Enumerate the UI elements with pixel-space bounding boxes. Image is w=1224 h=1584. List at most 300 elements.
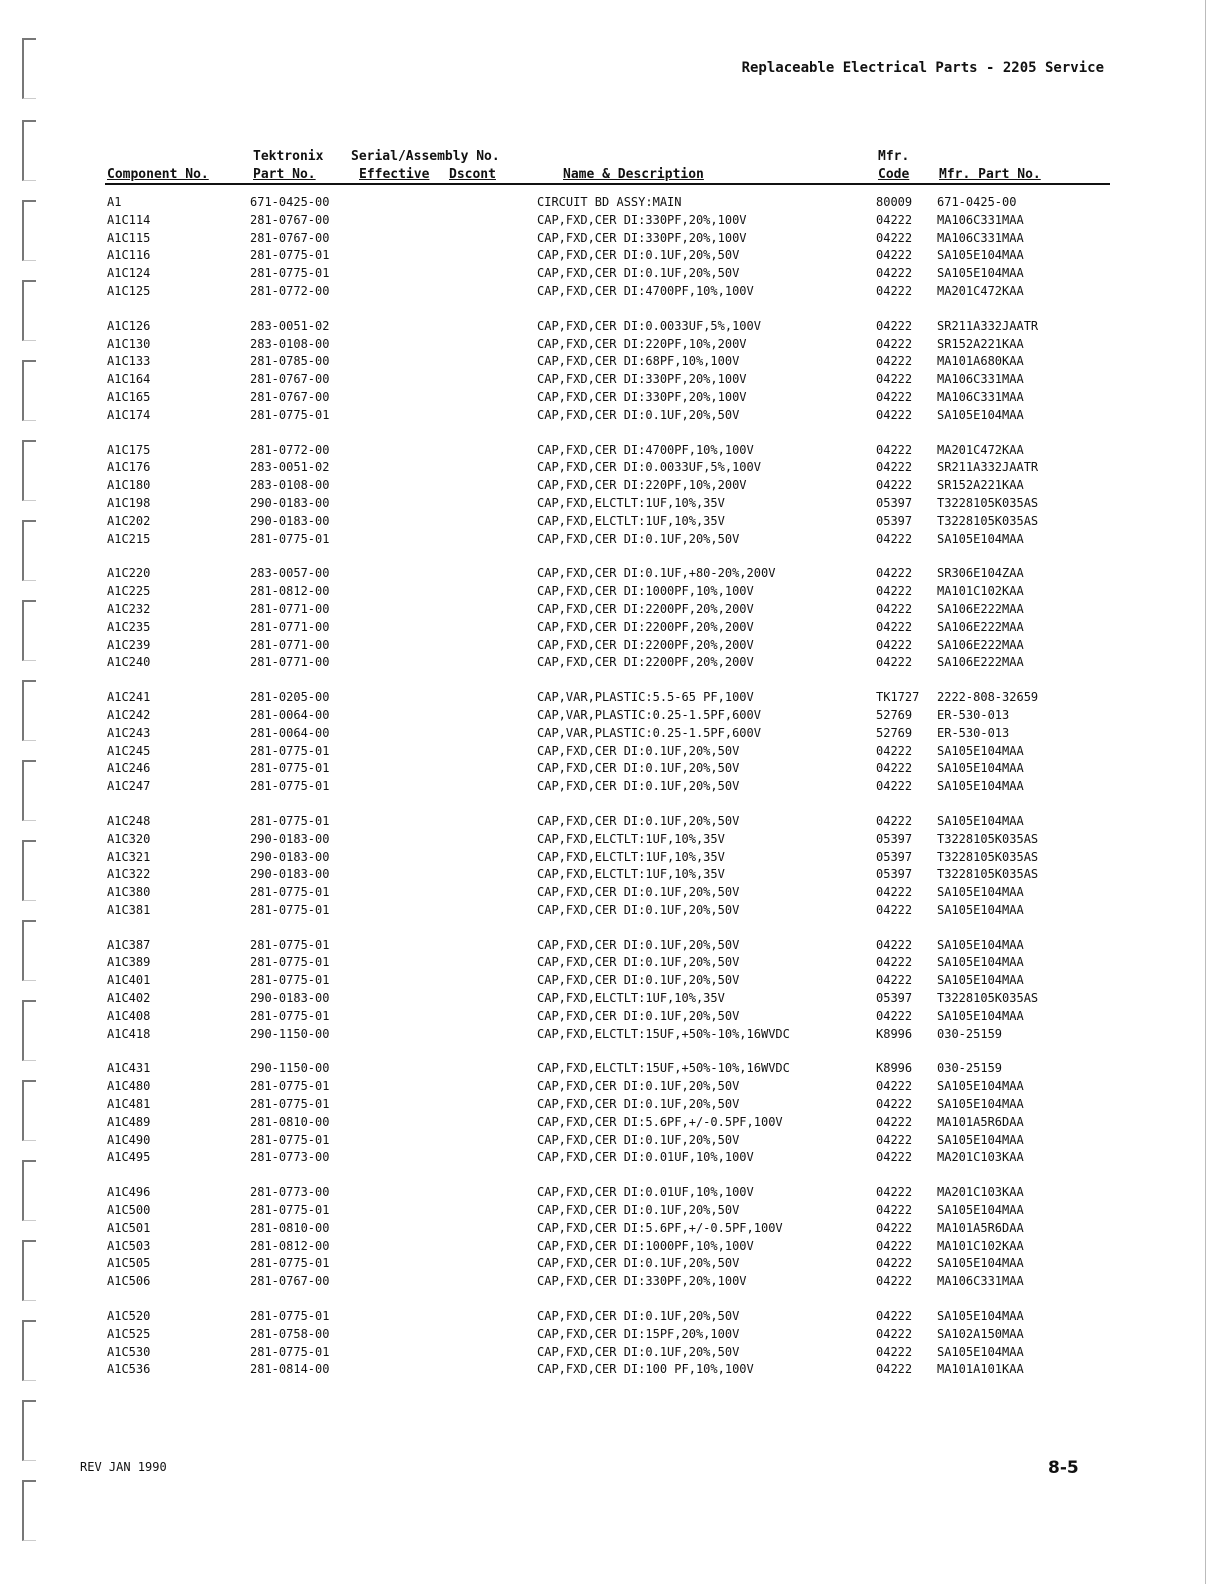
mfr-code: 04222 (876, 1274, 913, 1289)
part-no: 290-0183-00 (250, 991, 330, 1006)
mfr-part-no: SA105E104MAA (937, 1132, 1024, 1147)
mfr-part-no: MA106C331MAA (937, 389, 1024, 404)
mfr-part-no: MA201C103KAA (937, 1150, 1024, 1165)
part-no: 281-0064-00 (250, 725, 330, 740)
mfr-code: 05397 (876, 513, 913, 528)
table-row (0, 866, 1224, 884)
mfr-code: 04222 (876, 389, 913, 404)
mfr-code: 80009 (876, 195, 913, 209)
part-no: 290-0183-00 (250, 831, 330, 846)
mfr-part-no: MA101A101KAA (937, 1362, 1024, 1377)
table-row (0, 1184, 1224, 1202)
part-no: 671-0425-00 (250, 195, 330, 209)
page-number: 8-5 (1048, 1458, 1079, 1478)
table-row (0, 601, 1224, 619)
part-no: 281-0775-01 (250, 1344, 330, 1359)
part-no: 283-0051-02 (250, 460, 330, 475)
mfr-part-no: SA105E104MAA (937, 761, 1024, 776)
part-no: 281-0810-00 (250, 1220, 330, 1235)
component-no: A1C165 (107, 389, 151, 404)
mfr-part-no: SA106E222MAA (937, 655, 1024, 670)
mfr-part-no: SA105E104MAA (937, 1256, 1024, 1271)
mfr-code: 04222 (876, 336, 913, 351)
part-no: 281-0772-00 (250, 283, 330, 298)
mfr-code: 04222 (876, 779, 913, 794)
mfr-part-no: SA105E104MAA (937, 1203, 1024, 1218)
mfr-part-no: 2222-808-32659 (937, 690, 1039, 705)
header-mfr-part-no: Mfr. Part No. (939, 167, 1041, 182)
name-description: CAP,FXD,CER DI:15PF,20%,100V (537, 1326, 740, 1341)
part-no: 283-0108-00 (250, 478, 330, 493)
table-row (0, 318, 1224, 336)
mfr-code: 04222 (876, 937, 913, 952)
name-description: CAP,FXD,CER DI:4700PF,10%,100V (537, 442, 754, 457)
component-no: A1C243 (107, 725, 151, 740)
part-no: 281-0775-01 (250, 761, 330, 776)
mfr-code: 04222 (876, 955, 913, 970)
mfr-part-no: SA105E104MAA (937, 779, 1024, 794)
mfr-part-no: SA105E104MAA (937, 1079, 1024, 1094)
mfr-code: 04222 (876, 407, 913, 422)
mfr-code: 05397 (876, 495, 913, 510)
header-component-no: Component No. (107, 167, 209, 182)
component-no: A1 (107, 195, 122, 209)
name-description: CAP,FXD,ELCTLT:1UF,10%,35V (537, 831, 725, 846)
parts-group (0, 1308, 1224, 1379)
component-no: A1C389 (107, 955, 151, 970)
name-description: CAP,FXD,CER DI:0.1UF,20%,50V (537, 1203, 740, 1218)
component-no: A1C235 (107, 619, 151, 634)
table-row (0, 212, 1224, 230)
component-no: A1C164 (107, 372, 151, 387)
table-row (0, 1132, 1224, 1150)
mfr-code: 04222 (876, 1008, 913, 1023)
margin-mark (22, 38, 36, 99)
mfr-code: 05397 (876, 991, 913, 1006)
name-description: CAP,FXD,CER DI:1000PF,10%,100V (537, 584, 754, 599)
name-description: CAP,FXD,CER DI:68PF,10%,100V (537, 354, 740, 369)
table-row (0, 247, 1224, 265)
mfr-part-no: SA105E104MAA (937, 407, 1024, 422)
parts-group (0, 937, 1224, 1044)
mfr-part-no: SA105E104MAA (937, 266, 1024, 281)
mfr-code: 52769 (876, 725, 913, 740)
part-no: 281-0775-01 (250, 407, 330, 422)
mfr-part-no: SA105E104MAA (937, 743, 1024, 758)
name-description: CAP,FXD,CER DI:0.1UF,20%,50V (537, 973, 740, 988)
part-no: 281-0771-00 (250, 601, 330, 616)
mfr-code: 04222 (876, 1309, 913, 1324)
name-description: CAP,FXD,ELCTLT:15UF,+50%-10%,16WVDC (537, 1061, 790, 1076)
name-description: CAP,FXD,CER DI:0.1UF,20%,50V (537, 902, 740, 917)
mfr-code: 04222 (876, 637, 913, 652)
mfr-part-no: SA102A150MAA (937, 1326, 1024, 1341)
part-no: 281-0812-00 (250, 584, 330, 599)
component-no: A1C530 (107, 1344, 151, 1359)
part-no: 281-0767-00 (250, 230, 330, 245)
mfr-code: 04222 (876, 1150, 913, 1165)
name-description: CAP,FXD,CER DI:0.1UF,20%,50V (537, 248, 740, 263)
table-row (0, 565, 1224, 583)
component-no: A1C225 (107, 584, 151, 599)
part-no: 281-0775-01 (250, 248, 330, 263)
table-row (0, 619, 1224, 637)
part-no: 281-0771-00 (250, 637, 330, 652)
mfr-code: 05397 (876, 867, 913, 882)
part-no: 290-0183-00 (250, 495, 330, 510)
mfr-part-no: MA106C331MAA (937, 212, 1024, 227)
name-description: CAP,FXD,CER DI:0.1UF,20%,50V (537, 779, 740, 794)
table-row (0, 1078, 1224, 1096)
part-no: 281-0775-01 (250, 937, 330, 952)
page-header-title: Replaceable Electrical Parts - 2205 Service (741, 60, 1104, 76)
name-description: CAP,FXD,CER DI:0.0033UF,5%,100V (537, 318, 761, 333)
name-description: CAP,FXD,CER DI:0.1UF,+80-20%,200V (537, 566, 776, 581)
name-description: CAP,FXD,CER DI:0.1UF,20%,50V (537, 1008, 740, 1023)
part-no: 281-0775-01 (250, 955, 330, 970)
component-no: A1C198 (107, 495, 151, 510)
component-no: A1C180 (107, 478, 151, 493)
name-description: CAP,VAR,PLASTIC:0.25-1.5PF,600V (537, 725, 761, 740)
name-description: CAP,FXD,ELCTLT:1UF,10%,35V (537, 991, 725, 1006)
mfr-code: TK1727 (876, 690, 920, 705)
mfr-part-no: SA106E222MAA (937, 601, 1024, 616)
mfr-code: 04222 (876, 743, 913, 758)
component-no: A1C506 (107, 1274, 151, 1289)
mfr-code: 04222 (876, 902, 913, 917)
mfr-part-no: SA105E104MAA (937, 813, 1024, 828)
part-no: 281-0772-00 (250, 442, 330, 457)
mfr-code: 04222 (876, 1132, 913, 1147)
mfr-part-no: SA105E104MAA (937, 937, 1024, 952)
part-no: 281-0775-01 (250, 973, 330, 988)
header-part-no: Part No. (253, 167, 316, 182)
table-row (0, 1060, 1224, 1078)
mfr-part-no: SA105E104MAA (937, 902, 1024, 917)
component-no: A1C381 (107, 902, 151, 917)
mfr-part-no: SA105E104MAA (937, 531, 1024, 546)
name-description: CAP,FXD,CER DI:0.1UF,20%,50V (537, 531, 740, 546)
mfr-code: 04222 (876, 1114, 913, 1129)
component-no: A1C114 (107, 212, 151, 227)
table-row (0, 1114, 1224, 1132)
table-row (0, 194, 1224, 212)
mfr-part-no: MA106C331MAA (937, 1274, 1024, 1289)
name-description: CAP,FXD,CER DI:0.1UF,20%,50V (537, 813, 740, 828)
mfr-code: 04222 (876, 1344, 913, 1359)
table-row (0, 743, 1224, 761)
part-no: 281-0758-00 (250, 1326, 330, 1341)
name-description: CAP,FXD,CER DI:0.1UF,20%,50V (537, 937, 740, 952)
component-no: A1C480 (107, 1079, 151, 1094)
table-row (0, 1096, 1224, 1114)
name-description: CAP,FXD,CER DI:0.1UF,20%,50V (537, 761, 740, 776)
mfr-code: 04222 (876, 1238, 913, 1253)
component-no: A1C500 (107, 1203, 151, 1218)
table-row (0, 725, 1224, 743)
name-description: CAP,FXD,CER DI:220PF,10%,200V (537, 336, 747, 351)
mfr-part-no: MA201C103KAA (937, 1185, 1024, 1200)
component-no: A1C402 (107, 991, 151, 1006)
margin-mark (22, 1480, 36, 1541)
component-no: A1C175 (107, 442, 151, 457)
component-no: A1C380 (107, 885, 151, 900)
mfr-code: 04222 (876, 1079, 913, 1094)
part-no: 281-0773-00 (250, 1150, 330, 1165)
component-no: A1C321 (107, 849, 151, 864)
table-row (0, 637, 1224, 655)
mfr-part-no: MA201C472KAA (937, 283, 1024, 298)
parts-group (0, 813, 1224, 920)
component-no: A1C481 (107, 1097, 151, 1112)
name-description: CAP,FXD,CER DI:330PF,20%,100V (537, 1274, 747, 1289)
component-no: A1C431 (107, 1061, 151, 1076)
table-row (0, 972, 1224, 990)
part-no: 281-0775-01 (250, 1203, 330, 1218)
table-row (0, 689, 1224, 707)
parts-group (0, 318, 1224, 425)
part-no: 281-0775-01 (250, 1132, 330, 1147)
parts-group (0, 1184, 1224, 1291)
part-no: 290-1150-00 (250, 1026, 330, 1041)
component-no: A1C501 (107, 1220, 151, 1235)
table-row (0, 283, 1224, 301)
name-description: CAP,FXD,ELCTLT:1UF,10%,35V (537, 495, 725, 510)
component-no: A1C489 (107, 1114, 151, 1129)
mfr-code: 04222 (876, 655, 913, 670)
table-row (0, 1220, 1224, 1238)
name-description: CAP,FXD,CER DI:330PF,20%,100V (537, 230, 747, 245)
mfr-part-no: T3228105K035AS (937, 991, 1039, 1006)
name-description: CAP,FXD,CER DI:2200PF,20%,200V (537, 655, 754, 670)
part-no: 281-0810-00 (250, 1114, 330, 1129)
mfr-part-no: MA106C331MAA (937, 230, 1024, 245)
table-row (0, 1344, 1224, 1362)
component-no: A1C239 (107, 637, 151, 652)
mfr-part-no: T3228105K035AS (937, 513, 1039, 528)
margin-mark (22, 1400, 36, 1461)
name-description: CAP,FXD,CER DI:330PF,20%,100V (537, 212, 747, 227)
mfr-code: 04222 (876, 460, 913, 475)
mfr-part-no: SR152A221KAA (937, 478, 1024, 493)
table-row (0, 778, 1224, 796)
header-effective: Effective (359, 167, 430, 182)
part-no: 281-0775-01 (250, 1309, 330, 1324)
table-row (0, 230, 1224, 248)
component-no: A1C246 (107, 761, 151, 776)
table-row (0, 513, 1224, 531)
table-row (0, 954, 1224, 972)
mfr-code: 04222 (876, 531, 913, 546)
table-row (0, 902, 1224, 920)
name-description: CAP,FXD,CER DI:0.1UF,20%,50V (537, 1309, 740, 1324)
component-no: A1C116 (107, 248, 151, 263)
component-no: A1C322 (107, 867, 151, 882)
part-no: 281-0814-00 (250, 1362, 330, 1377)
mfr-code: 04222 (876, 1326, 913, 1341)
mfr-code: 05397 (876, 831, 913, 846)
name-description: CAP,VAR,PLASTIC:0.25-1.5PF,600V (537, 707, 761, 722)
mfr-part-no: T3228105K035AS (937, 867, 1039, 882)
mfr-code: 04222 (876, 619, 913, 634)
mfr-part-no: SR211A332JAATR (937, 460, 1039, 475)
table-row (0, 371, 1224, 389)
mfr-part-no: SA106E222MAA (937, 619, 1024, 634)
mfr-code: 04222 (876, 442, 913, 457)
mfr-code: 04222 (876, 230, 913, 245)
name-description: CAP,FXD,CER DI:2200PF,20%,200V (537, 637, 754, 652)
mfr-part-no: ER-530-013 (937, 707, 1010, 722)
component-no: A1C401 (107, 973, 151, 988)
component-no: A1C220 (107, 566, 151, 581)
name-description: CAP,FXD,CER DI:4700PF,10%,100V (537, 283, 754, 298)
mfr-part-no: SR211A332JAATR (937, 318, 1039, 333)
part-no: 283-0057-00 (250, 566, 330, 581)
mfr-part-no: T3228105K035AS (937, 495, 1039, 510)
part-no: 281-0812-00 (250, 1238, 330, 1253)
component-no: A1C496 (107, 1185, 151, 1200)
component-no: A1C241 (107, 690, 151, 705)
name-description: CAP,FXD,CER DI:220PF,10%,200V (537, 478, 747, 493)
component-no: A1C133 (107, 354, 151, 369)
part-no: 281-0771-00 (250, 655, 330, 670)
part-no: 290-0183-00 (250, 513, 330, 528)
component-no: A1C124 (107, 266, 151, 281)
name-description: CAP,FXD,CER DI:100 PF,10%,100V (537, 1362, 754, 1377)
mfr-code: 04222 (876, 478, 913, 493)
header-tektronix: Tektronix (253, 149, 324, 164)
mfr-part-no: MA101A680KAA (937, 354, 1024, 369)
component-no: A1C495 (107, 1150, 151, 1165)
name-description: CAP,FXD,CER DI:5.6PF,+/-0.5PF,100V (537, 1114, 783, 1129)
name-description: CAP,FXD,CER DI:330PF,20%,100V (537, 389, 747, 404)
table-row (0, 531, 1224, 549)
mfr-code: K8996 (876, 1061, 913, 1076)
table-row (0, 1202, 1224, 1220)
table-row (0, 265, 1224, 283)
part-no: 281-0767-00 (250, 1274, 330, 1289)
table-row (0, 583, 1224, 601)
mfr-code: 04222 (876, 761, 913, 776)
component-no: A1C215 (107, 531, 151, 546)
mfr-part-no: SA106E222MAA (937, 637, 1024, 652)
table-row (0, 477, 1224, 495)
name-description: CAP,FXD,CER DI:0.1UF,20%,50V (537, 1079, 740, 1094)
table-row (0, 459, 1224, 477)
mfr-code: K8996 (876, 1026, 913, 1041)
name-description: CAP,FXD,CER DI:0.1UF,20%,50V (537, 266, 740, 281)
mfr-code: 05397 (876, 849, 913, 864)
mfr-part-no: SA105E104MAA (937, 1008, 1024, 1023)
mfr-code: 04222 (876, 283, 913, 298)
parts-group (0, 565, 1224, 672)
component-no: A1C490 (107, 1132, 151, 1147)
name-description: CAP,FXD,ELCTLT:1UF,10%,35V (537, 849, 725, 864)
mfr-code: 04222 (876, 1220, 913, 1235)
name-description: CAP,FXD,CER DI:330PF,20%,100V (537, 372, 747, 387)
component-no: A1C408 (107, 1008, 151, 1023)
name-description: CAP,FXD,ELCTLT:1UF,10%,35V (537, 867, 725, 882)
parts-table (0, 194, 1224, 1396)
part-no: 281-0775-01 (250, 266, 330, 281)
part-no: 281-0775-01 (250, 902, 330, 917)
name-description: CAP,FXD,CER DI:0.01UF,10%,100V (537, 1150, 754, 1165)
mfr-part-no: MA101A5R6DAA (937, 1220, 1024, 1235)
name-description: CAP,FXD,CER DI:1000PF,10%,100V (537, 1238, 754, 1253)
mfr-code: 04222 (876, 266, 913, 281)
component-no: A1C320 (107, 831, 151, 846)
component-no: A1C247 (107, 779, 151, 794)
component-no: A1C248 (107, 813, 151, 828)
mfr-code: 04222 (876, 1097, 913, 1112)
header-code: Code (878, 167, 910, 182)
table-row (0, 1308, 1224, 1326)
mfr-code: 04222 (876, 354, 913, 369)
margin-mark (22, 120, 36, 181)
name-description: CAP,FXD,CER DI:0.1UF,20%,50V (537, 955, 740, 970)
name-description: CAP,FXD,ELCTLT:15UF,+50%-10%,16WVDC (537, 1026, 790, 1041)
table-row (0, 813, 1224, 831)
part-no: 281-0775-01 (250, 813, 330, 828)
component-no: A1C125 (107, 283, 151, 298)
part-no: 281-0775-01 (250, 779, 330, 794)
mfr-code: 04222 (876, 1256, 913, 1271)
parts-group (0, 689, 1224, 796)
component-no: A1C525 (107, 1326, 151, 1341)
name-description: CAP,FXD,CER DI:0.1UF,20%,50V (537, 407, 740, 422)
component-no: A1C126 (107, 318, 151, 333)
component-no: A1C242 (107, 707, 151, 722)
part-no: 283-0108-00 (250, 336, 330, 351)
name-description: CAP,FXD,CER DI:5.6PF,+/-0.5PF,100V (537, 1220, 783, 1235)
header-mfr: Mfr. (878, 149, 910, 164)
mfr-part-no: ER-530-013 (937, 725, 1010, 740)
mfr-code: 04222 (876, 318, 913, 333)
mfr-part-no: SA105E104MAA (937, 1309, 1024, 1324)
table-row (0, 389, 1224, 407)
name-description: CAP,FXD,CER DI:2200PF,20%,200V (537, 601, 754, 616)
revision-date: REV JAN 1990 (80, 1460, 167, 1474)
component-no: A1C130 (107, 336, 151, 351)
table-row (0, 990, 1224, 1008)
mfr-part-no: MA106C331MAA (937, 372, 1024, 387)
mfr-part-no: 671-0425-00 (937, 195, 1017, 209)
mfr-code: 04222 (876, 212, 913, 227)
table-row (0, 707, 1224, 725)
mfr-part-no: MA101C102KAA (937, 1238, 1024, 1253)
table-row (0, 760, 1224, 778)
component-no: A1C174 (107, 407, 151, 422)
part-no: 281-0775-01 (250, 1079, 330, 1094)
mfr-part-no: SA105E104MAA (937, 973, 1024, 988)
header-name-description: Name & Description (563, 167, 704, 182)
part-no: 281-0064-00 (250, 707, 330, 722)
part-no: 281-0767-00 (250, 372, 330, 387)
mfr-code: 04222 (876, 566, 913, 581)
mfr-part-no: SA105E104MAA (937, 885, 1024, 900)
mfr-part-no: SR152A221KAA (937, 336, 1024, 351)
header-serial-assembly: Serial/Assembly No. (351, 149, 500, 164)
header-rule (105, 183, 1110, 185)
table-row (0, 1326, 1224, 1344)
component-no: A1C240 (107, 655, 151, 670)
component-no: A1C245 (107, 743, 151, 758)
name-description: CAP,FXD,CER DI:0.1UF,20%,50V (537, 1097, 740, 1112)
table-row (0, 654, 1224, 672)
part-no: 281-0775-01 (250, 531, 330, 546)
mfr-code: 52769 (876, 707, 913, 722)
mfr-part-no: T3228105K035AS (937, 849, 1039, 864)
